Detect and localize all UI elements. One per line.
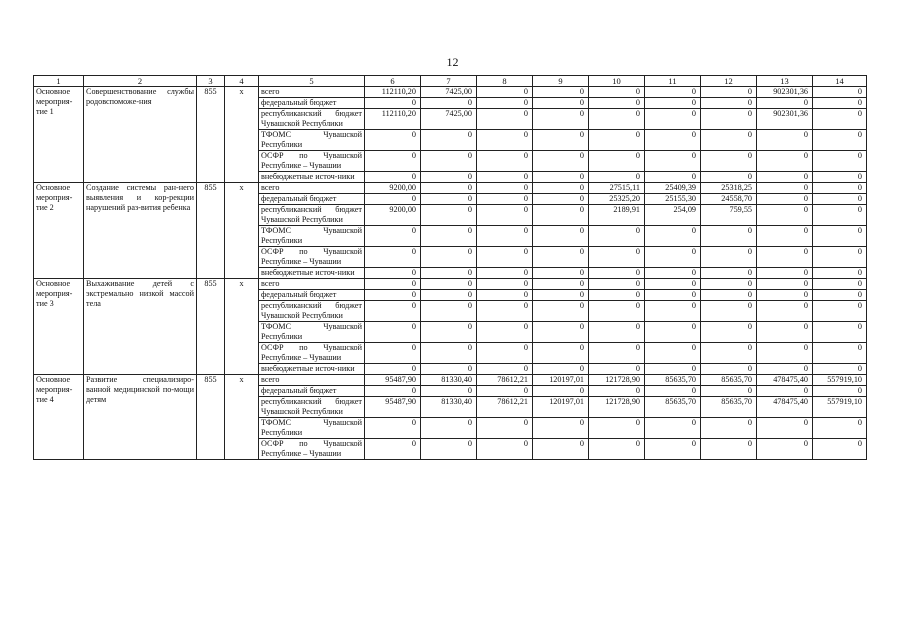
amount-cell: 9200,00 — [365, 183, 421, 194]
amount-cell: 478475,40 — [757, 397, 813, 418]
amount-cell: 0 — [701, 290, 757, 301]
amount-cell: 0 — [421, 386, 477, 397]
activity-code: 855 — [197, 375, 225, 460]
amount-cell: 0 — [701, 109, 757, 130]
column-number-header: 12 — [701, 76, 757, 87]
funding-source: всего — [259, 279, 365, 290]
amount-cell: 0 — [421, 279, 477, 290]
amount-cell: 0 — [477, 130, 533, 151]
amount-cell: 0 — [813, 87, 867, 98]
amount-cell: 120197,01 — [533, 375, 589, 386]
amount-cell: 0 — [533, 290, 589, 301]
amount-cell: 0 — [701, 130, 757, 151]
column-number-header: 5 — [259, 76, 365, 87]
amount-cell: 902301,36 — [757, 109, 813, 130]
amount-cell: 0 — [813, 301, 867, 322]
amount-cell: 0 — [533, 301, 589, 322]
funding-source: всего — [259, 375, 365, 386]
amount-cell: 0 — [757, 151, 813, 172]
amount-cell: 0 — [421, 290, 477, 301]
activity-code: 855 — [197, 279, 225, 375]
amount-cell: 0 — [421, 172, 477, 183]
amount-cell: 0 — [365, 194, 421, 205]
amount-cell: 0 — [645, 301, 701, 322]
amount-cell: 0 — [365, 364, 421, 375]
amount-cell: 0 — [701, 279, 757, 290]
amount-cell: 0 — [365, 268, 421, 279]
amount-cell: 0 — [589, 322, 645, 343]
amount-cell: 0 — [701, 151, 757, 172]
amount-cell: 0 — [477, 194, 533, 205]
table-row — [34, 87, 867, 98]
amount-cell: 0 — [757, 343, 813, 364]
amount-cell: 0 — [533, 151, 589, 172]
amount-cell: 0 — [365, 247, 421, 268]
amount-cell: 0 — [421, 439, 477, 460]
funding-source: ТФОМС Чувашской Республики — [259, 226, 365, 247]
funding-source: республиканский бюджет Чувашской Республики — [259, 301, 365, 322]
amount-cell: 0 — [365, 226, 421, 247]
column-number-header: 1 — [34, 76, 84, 87]
amount-cell: 0 — [813, 364, 867, 375]
amount-cell: 0 — [533, 364, 589, 375]
amount-cell: 0 — [533, 98, 589, 109]
column-number-header: 11 — [645, 76, 701, 87]
amount-cell: 78612,21 — [477, 397, 533, 418]
funding-source: ТФОМС Чувашской Республики — [259, 322, 365, 343]
amount-cell: 0 — [645, 418, 701, 439]
amount-cell: 0 — [813, 439, 867, 460]
amount-cell: 0 — [421, 418, 477, 439]
amount-cell: 0 — [813, 226, 867, 247]
funding-source: республиканский бюджет Чувашской Республики — [259, 205, 365, 226]
amount-cell: 0 — [477, 109, 533, 130]
amount-cell: 0 — [757, 418, 813, 439]
amount-cell: 0 — [365, 343, 421, 364]
amount-cell: 0 — [645, 290, 701, 301]
budget-table — [33, 75, 867, 460]
amount-cell: 85635,70 — [701, 397, 757, 418]
amount-cell: 0 — [757, 386, 813, 397]
funding-source: республиканский бюджет Чувашской Республики — [259, 109, 365, 130]
activity-label: Основное мероприя-тие 4 — [34, 375, 84, 460]
table-row — [34, 279, 867, 290]
amount-cell: 0 — [365, 386, 421, 397]
amount-cell: 78612,21 — [477, 375, 533, 386]
amount-cell: 81330,40 — [421, 375, 477, 386]
funding-source: ТФОМС Чувашской Республики — [259, 418, 365, 439]
activity-title: Выхаживание детей с экстремально низкой массой тела — [84, 279, 197, 375]
amount-cell: 0 — [533, 130, 589, 151]
amount-cell: 0 — [533, 439, 589, 460]
funding-source: федеральный бюджет — [259, 98, 365, 109]
amount-cell: 0 — [645, 226, 701, 247]
amount-cell: 0 — [533, 172, 589, 183]
amount-cell: 120197,01 — [533, 397, 589, 418]
amount-cell: 24558,70 — [701, 194, 757, 205]
amount-cell: 0 — [421, 130, 477, 151]
amount-cell: 0 — [533, 418, 589, 439]
amount-cell: 0 — [813, 205, 867, 226]
amount-cell: 95487,90 — [365, 375, 421, 386]
amount-cell: 0 — [533, 109, 589, 130]
amount-cell: 0 — [645, 109, 701, 130]
funding-source: внебюджетные источ-ники — [259, 268, 365, 279]
activity-code: 855 — [197, 87, 225, 183]
amount-cell: 0 — [757, 301, 813, 322]
column-number-header: 3 — [197, 76, 225, 87]
amount-cell: 0 — [757, 226, 813, 247]
amount-cell: 85635,70 — [645, 397, 701, 418]
amount-cell: 0 — [645, 172, 701, 183]
amount-cell: 0 — [645, 279, 701, 290]
amount-cell: 759,55 — [701, 205, 757, 226]
amount-cell: 0 — [477, 386, 533, 397]
column-number-header: 14 — [813, 76, 867, 87]
funding-source: всего — [259, 183, 365, 194]
activity-label: Основное мероприя-тие 2 — [34, 183, 84, 279]
column-number-header: 8 — [477, 76, 533, 87]
amount-cell: 557919,10 — [813, 397, 867, 418]
amount-cell: 0 — [477, 172, 533, 183]
amount-cell: 0 — [589, 109, 645, 130]
funding-source: федеральный бюджет — [259, 194, 365, 205]
amount-cell: 0 — [701, 343, 757, 364]
amount-cell: 0 — [757, 194, 813, 205]
amount-cell: 0 — [645, 268, 701, 279]
amount-cell: 0 — [533, 247, 589, 268]
amount-cell: 0 — [757, 364, 813, 375]
amount-cell: 0 — [589, 290, 645, 301]
funding-source: федеральный бюджет — [259, 386, 365, 397]
amount-cell: 0 — [813, 418, 867, 439]
amount-cell: 0 — [813, 98, 867, 109]
activity-code: 855 — [197, 183, 225, 279]
amount-cell: 0 — [589, 98, 645, 109]
amount-cell: 0 — [477, 151, 533, 172]
table-row — [34, 183, 867, 194]
amount-cell: 112110,20 — [365, 109, 421, 130]
activity-title: Совершенствование службы родовспоможе-ния — [84, 87, 197, 183]
amount-cell: 0 — [477, 226, 533, 247]
amount-cell: 7425,00 — [421, 109, 477, 130]
amount-cell: 0 — [365, 98, 421, 109]
amount-cell: 0 — [701, 301, 757, 322]
funding-source: республиканский бюджет Чувашской Республики — [259, 397, 365, 418]
amount-cell: 0 — [365, 290, 421, 301]
amount-cell: 0 — [477, 279, 533, 290]
page-number: 12 — [446, 55, 459, 69]
amount-cell: 0 — [421, 364, 477, 375]
amount-cell: 0 — [813, 130, 867, 151]
amount-cell: 0 — [589, 301, 645, 322]
activity-x-mark: х — [225, 183, 259, 279]
funding-source: ОСФР по Чувашской Республике – Чувашии — [259, 247, 365, 268]
amount-cell: 0 — [421, 268, 477, 279]
amount-cell: 9200,00 — [365, 205, 421, 226]
amount-cell: 0 — [701, 268, 757, 279]
amount-cell: 0 — [701, 418, 757, 439]
amount-cell: 0 — [421, 343, 477, 364]
activity-x-mark: х — [225, 279, 259, 375]
amount-cell: 0 — [365, 322, 421, 343]
amount-cell: 0 — [365, 151, 421, 172]
amount-cell: 0 — [365, 172, 421, 183]
amount-cell: 0 — [813, 172, 867, 183]
amount-cell: 0 — [477, 439, 533, 460]
column-number-header: 7 — [421, 76, 477, 87]
amount-cell: 0 — [701, 172, 757, 183]
amount-cell: 2189,91 — [589, 205, 645, 226]
amount-cell: 0 — [589, 130, 645, 151]
amount-cell: 0 — [421, 322, 477, 343]
amount-cell: 0 — [813, 109, 867, 130]
amount-cell: 0 — [589, 279, 645, 290]
amount-cell: 902301,36 — [757, 87, 813, 98]
amount-cell: 121728,90 — [589, 375, 645, 386]
amount-cell: 0 — [589, 226, 645, 247]
amount-cell: 0 — [533, 226, 589, 247]
amount-cell: 0 — [645, 364, 701, 375]
column-number-header: 10 — [589, 76, 645, 87]
activity-x-mark: х — [225, 87, 259, 183]
amount-cell: 112110,20 — [365, 87, 421, 98]
amount-cell: 0 — [813, 183, 867, 194]
amount-cell: 0 — [365, 418, 421, 439]
amount-cell: 0 — [533, 205, 589, 226]
column-number-header: 2 — [84, 76, 197, 87]
amount-cell: 0 — [477, 364, 533, 375]
funding-source: ТФОМС Чувашской Республики — [259, 130, 365, 151]
amount-cell: 0 — [589, 418, 645, 439]
amount-cell: 0 — [533, 343, 589, 364]
activity-label: Основное мероприя-тие 3 — [34, 279, 84, 375]
amount-cell: 0 — [533, 87, 589, 98]
amount-cell: 0 — [533, 183, 589, 194]
amount-cell: 478475,40 — [757, 375, 813, 386]
amount-cell: 0 — [477, 343, 533, 364]
column-number-header: 9 — [533, 76, 589, 87]
amount-cell: 0 — [757, 268, 813, 279]
amount-cell: 0 — [477, 183, 533, 194]
amount-cell: 0 — [701, 247, 757, 268]
amount-cell: 0 — [757, 183, 813, 194]
amount-cell: 0 — [589, 247, 645, 268]
funding-source: ОСФР по Чувашской Республике – Чувашии — [259, 439, 365, 460]
amount-cell: 0 — [421, 98, 477, 109]
amount-cell: 0 — [701, 322, 757, 343]
column-number-header: 6 — [365, 76, 421, 87]
amount-cell: 0 — [813, 194, 867, 205]
amount-cell: 0 — [813, 247, 867, 268]
amount-cell: 0 — [421, 151, 477, 172]
amount-cell: 0 — [589, 386, 645, 397]
amount-cell: 0 — [589, 343, 645, 364]
funding-source: ОСФР по Чувашской Республике – Чувашии — [259, 151, 365, 172]
amount-cell: 0 — [701, 439, 757, 460]
amount-cell: 0 — [533, 386, 589, 397]
amount-cell: 0 — [645, 439, 701, 460]
funding-source: федеральный бюджет — [259, 290, 365, 301]
amount-cell: 0 — [701, 87, 757, 98]
amount-cell: 0 — [533, 194, 589, 205]
amount-cell: 0 — [813, 151, 867, 172]
amount-cell: 0 — [757, 290, 813, 301]
amount-cell: 0 — [589, 268, 645, 279]
amount-cell: 25155,30 — [645, 194, 701, 205]
funding-source: всего — [259, 87, 365, 98]
amount-cell: 0 — [645, 343, 701, 364]
amount-cell: 0 — [813, 290, 867, 301]
amount-cell: 0 — [813, 279, 867, 290]
amount-cell: 0 — [589, 172, 645, 183]
amount-cell: 0 — [477, 301, 533, 322]
amount-cell: 0 — [477, 418, 533, 439]
amount-cell: 0 — [645, 98, 701, 109]
activity-label: Основное мероприя-тие 1 — [34, 87, 84, 183]
amount-cell: 27515,11 — [589, 183, 645, 194]
amount-cell: 25318,25 — [701, 183, 757, 194]
activity-x-mark: х — [225, 375, 259, 460]
amount-cell: 0 — [813, 343, 867, 364]
amount-cell: 0 — [645, 247, 701, 268]
amount-cell: 81330,40 — [421, 397, 477, 418]
amount-cell: 0 — [645, 386, 701, 397]
amount-cell: 0 — [421, 194, 477, 205]
amount-cell: 0 — [421, 247, 477, 268]
amount-cell: 0 — [365, 439, 421, 460]
amount-cell: 0 — [589, 439, 645, 460]
amount-cell: 0 — [421, 205, 477, 226]
amount-cell: 0 — [645, 130, 701, 151]
amount-cell: 25325,20 — [589, 194, 645, 205]
amount-cell: 0 — [757, 172, 813, 183]
amount-cell: 0 — [813, 386, 867, 397]
amount-cell: 0 — [477, 205, 533, 226]
funding-source: внебюджетные источ-ники — [259, 172, 365, 183]
amount-cell: 0 — [477, 87, 533, 98]
funding-source: ОСФР по Чувашской Республике – Чувашии — [259, 343, 365, 364]
amount-cell: 0 — [421, 301, 477, 322]
table-row — [34, 375, 867, 386]
amount-cell: 254,09 — [645, 205, 701, 226]
amount-cell: 0 — [701, 386, 757, 397]
amount-cell: 557919,10 — [813, 375, 867, 386]
amount-cell: 0 — [589, 151, 645, 172]
amount-cell: 85635,70 — [701, 375, 757, 386]
amount-cell: 121728,90 — [589, 397, 645, 418]
amount-cell: 0 — [589, 87, 645, 98]
amount-cell: 0 — [645, 151, 701, 172]
amount-cell: 0 — [701, 364, 757, 375]
amount-cell: 0 — [813, 268, 867, 279]
amount-cell: 0 — [421, 226, 477, 247]
amount-cell: 0 — [701, 226, 757, 247]
column-number-row — [34, 76, 867, 87]
amount-cell: 25409,39 — [645, 183, 701, 194]
amount-cell: 0 — [533, 322, 589, 343]
amount-cell: 0 — [477, 290, 533, 301]
activity-title: Создание системы ран-него выявления и кор-рекции нарушений раз-вития ребенка — [84, 183, 197, 279]
amount-cell: 0 — [645, 322, 701, 343]
amount-cell: 0 — [757, 205, 813, 226]
amount-cell: 0 — [757, 439, 813, 460]
column-number-header: 4 — [225, 76, 259, 87]
amount-cell: 0 — [589, 364, 645, 375]
amount-cell: 0 — [757, 279, 813, 290]
amount-cell: 0 — [813, 322, 867, 343]
amount-cell: 85635,70 — [645, 375, 701, 386]
amount-cell: 0 — [533, 279, 589, 290]
amount-cell: 0 — [757, 247, 813, 268]
column-number-header: 13 — [757, 76, 813, 87]
amount-cell: 0 — [365, 279, 421, 290]
amount-cell: 0 — [477, 247, 533, 268]
amount-cell: 0 — [533, 268, 589, 279]
funding-source: внебюджетные источ-ники — [259, 364, 365, 375]
amount-cell: 0 — [645, 87, 701, 98]
amount-cell: 0 — [757, 130, 813, 151]
amount-cell: 0 — [477, 268, 533, 279]
amount-cell: 95487,90 — [365, 397, 421, 418]
amount-cell: 0 — [757, 322, 813, 343]
amount-cell: 0 — [365, 301, 421, 322]
amount-cell: 0 — [365, 130, 421, 151]
activity-title: Развитие специализиро-ванной медицинской по-мощи детям — [84, 375, 197, 460]
amount-cell: 0 — [757, 98, 813, 109]
amount-cell: 0 — [477, 98, 533, 109]
amount-cell: 0 — [701, 98, 757, 109]
amount-cell: 7425,00 — [421, 87, 477, 98]
amount-cell: 0 — [477, 322, 533, 343]
amount-cell: 0 — [421, 183, 477, 194]
